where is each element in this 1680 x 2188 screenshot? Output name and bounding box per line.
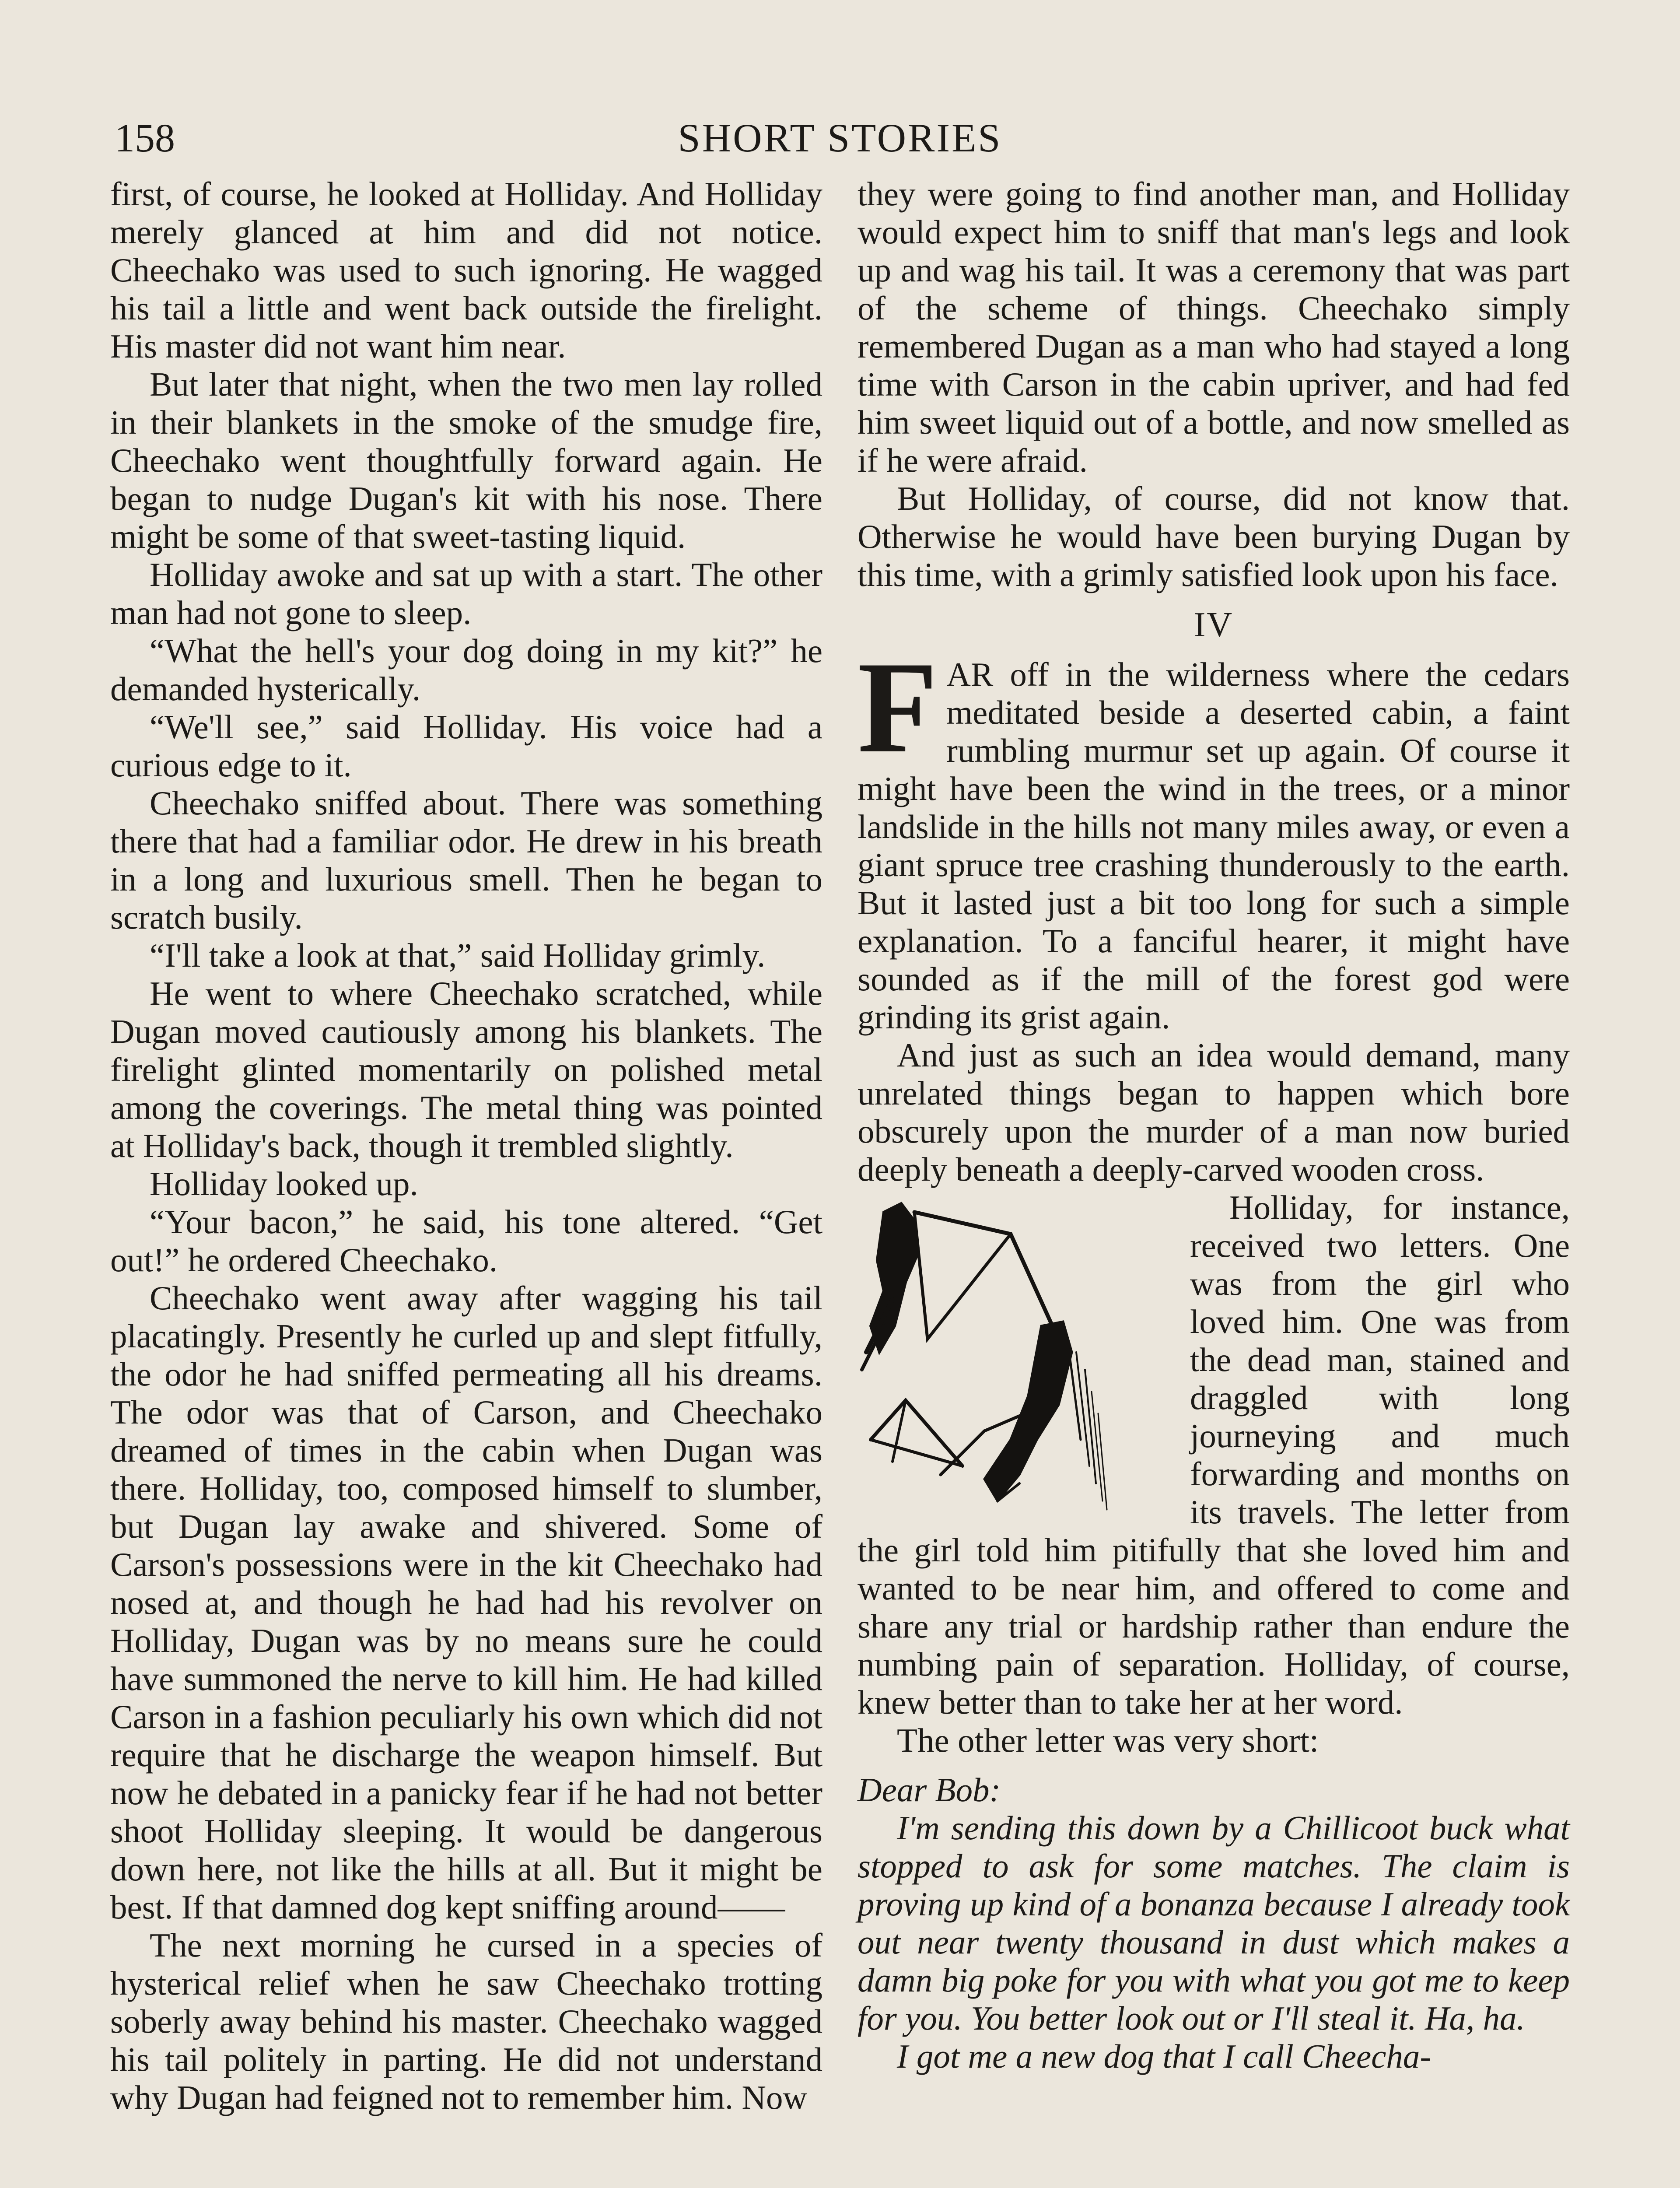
paragraph: He went to where Cheechako scratched, while Dugan moved cautiously among his blankets. The firelight glinted momentarily on polished metal among the coverings. The metal thing was pointed at Holliday's back, though it trembled slightly.	[110, 975, 822, 1164]
paragraph: “Your bacon,” he said, his tone altered. “Get out!” he ordered Cheechako.	[110, 1203, 822, 1279]
paragraph: Holliday awoke and sat up with a start. The other man had not gone to sleep.	[110, 556, 822, 631]
letter-body: I'm sending this down by a Chillicoot buck what stopped to ask for some matches. The claim is proving up kind of a bonanza because I already took out near twenty thousand in dust which makes a damn big poke for you with what you got me to keep for you. You better look out or I'll steal it. Ha, ha.	[858, 1809, 1570, 2037]
paragraph: “I'll take a look at that,” said Holliday grimly.	[150, 936, 766, 974]
running-title: SHORT STORIES	[678, 116, 1002, 160]
paragraph: But later that night, when the two men lay rolled in their blankets in the smoke of the smudge fire, Cheechako went thoughtfully forward again. He began to nudge Dugan's kit with his nose. There might be some of that sweet-tasting liquid.	[110, 365, 822, 555]
letter-text	[858, 1771, 1570, 2076]
paragraph: Cheechako went away after wagging his tail placatingly. Presently he curled up and slept fitfully, the odor he had sniffed permeating all his dreams. The odor was that of Carson, and Cheechako dreamed of times in the cabin when Dugan was there. Holliday, too, composed himself to slumber, but Dugan lay awake and shivered. Some of Carson's possessions were in the kit Cheechako had nosed at, and though he had had his revolver on Holliday, Dugan was by no means sure he could have summoned the nerve to kill him. He had killed Carson in a fashion peculiarly his own which did not require that he discharge the weapon himself. But now he debated in a panicky fear if he had not better shoot Holliday sleeping. It would be dangerous down here, not like the hills at all. But it might be best. If that damned dog kept sniffing around——	[110, 1279, 822, 1926]
paragraph: Cheechako sniffed about. There was something there that had a familiar odor. He drew in his breath in a long and luxurious smell. Then he began to scratch busily.	[110, 784, 822, 936]
paragraph: “We'll see,” said Holliday. His voice had a curious edge to it.	[110, 708, 822, 784]
letter-closing: I got me a new dog that I call Cheecha-	[897, 2037, 1432, 2075]
envelope-illustration-icon	[853, 1195, 1177, 1518]
section-opening-paragraph	[858, 635, 1570, 1036]
paragraph: But Holliday, of course, did not know that. Otherwise he would have been burying Dugan by this time, with a grimly satisfied look upon his face.	[858, 480, 1570, 593]
page-number: 158	[115, 116, 175, 160]
page-header	[115, 115, 1565, 163]
paragraph: And just as such an idea would demand, many unrelated things began to happen which bore obscurely upon the murder of a man now buried deeply beneath a deeply-carved wooden cross.	[858, 1036, 1570, 1188]
paragraph: “What the hell's your dog doing in my kit?” he demanded hysterically.	[110, 632, 822, 708]
paragraph: Holliday looked up.	[150, 1165, 418, 1203]
section-number: IV	[1194, 606, 1234, 644]
drop-cap-text: AR off in the wilderness where the cedars meditated beside a deserted cabin, a faint rumbling murmur set up again. Of course it might have been the wind in the trees, or a minor landslide in the hills not many miles away, or even a giant spruce tree crashing thunderously to the earth. But it lasted just a bit too long for such a simple explanation. To a fanciful hearer, it might have sounded as if the mill of the forest god were grinding its grist again.	[858, 656, 1570, 1036]
paragraph: The next morning he cursed in a species of hysterical relief when he saw Cheechako trotting soberly away behind his master. Cheechako wagged his tail politely in parting. He did not understand why Dugan had feigned not to remember him. Now	[110, 1926, 822, 2116]
paragraph: first, of course, he looked at Holliday. And Holliday merely glanced at him and did not notice. Cheechako was used to such ignoring. He wagged his tail a little and went back outside the firelight. His master did not want him near.	[110, 175, 822, 365]
drop-cap: F	[858, 635, 938, 780]
paragraph-text: Holliday, for instance, received two letters. One was from the girl who loved him. One was from the dead man, stained and draggled with long journeying and much forwarding and months on its travels. The letter from the girl told him pitifully that she loved him and wanted to be near him, and offered to come and share any trial or hardship rather than endure the numbing pain of separation. Holliday, of course, knew better than to take her at her word.	[858, 1189, 1570, 1721]
right-column	[858, 175, 1570, 2076]
paragraph: they were going to find another man, and Holliday would expect him to sniff that man's legs and look up and wag his tail. It was a ceremony that was part of the scheme of things. Cheechako simply remembered Dugan as a man who had stayed a long time with Carson in the cabin upriver, and had fed him sweet liquid out of a bottle, and now smelled as if he were afraid.	[858, 175, 1570, 479]
paragraph: The other letter was very short:	[897, 1722, 1319, 1759]
left-column	[110, 175, 822, 2117]
letter-salutation: Dear Bob:	[858, 1771, 1001, 1809]
paragraph	[858, 1189, 1570, 1722]
